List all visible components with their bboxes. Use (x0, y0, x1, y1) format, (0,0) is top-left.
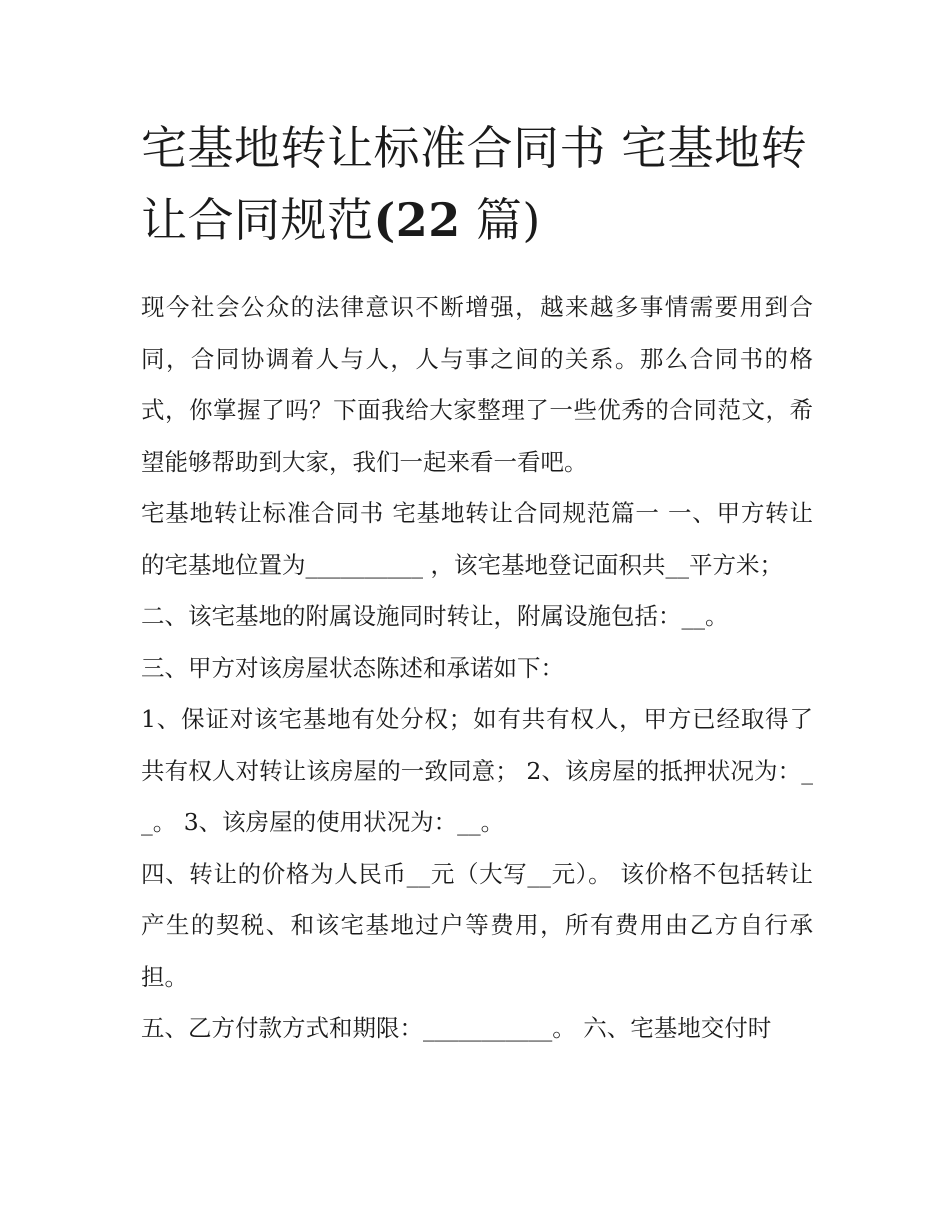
title-count: (22 (373, 193, 461, 247)
clause-5-paragraph: 五、乙方付款方式和期限：___________。 六、宅基地交付时 (141, 1014, 772, 1042)
document-page (141, 112, 813, 1055)
document-body (141, 282, 813, 1055)
clause-1-paragraph: 宅基地转让标准合同书 宅基地转让合同规范篇一 一、甲方转让的宅基地位置为__________ ，该宅基地登记面积共__平方米； (141, 499, 813, 579)
title-suffix: 篇) (475, 193, 541, 247)
clause-2-paragraph: 二、该宅基地的附属设施同时转让，附属设施包括：__。 (141, 602, 729, 630)
intro-paragraph: 现今社会公众的法律意识不断增强，越来越多事情需要用到合同，合同协调着人与人，人与事之间的关系。那么合同书的格式，你掌握了吗？下面我给大家整理了一些优秀的合同范文，希望能够帮助到大家，我们一起来看一看吧。 (141, 293, 813, 476)
document-title (141, 112, 813, 256)
clause-3-items-paragraph: 1、保证对该宅基地有处分权；如有共有权人，甲方已经取得了共有权人对转让该房屋的一致同意； 2、该房屋的抵押状况为：__。 3、该房屋的使用状况为：__。 (141, 705, 813, 836)
clause-3-paragraph: 三、甲方对该房屋状态陈述和承诺如下： (141, 653, 564, 682)
title-text: 宅基地转让标准合同书 宅基地转让合同规范 (141, 121, 808, 247)
clause-4-paragraph: 四、转让的价格为人民币__元（大写__元）。 该价格不包括转让产生的契税、和该宅基地过户等费用，所有费用由乙方自行承担。 (141, 859, 813, 991)
